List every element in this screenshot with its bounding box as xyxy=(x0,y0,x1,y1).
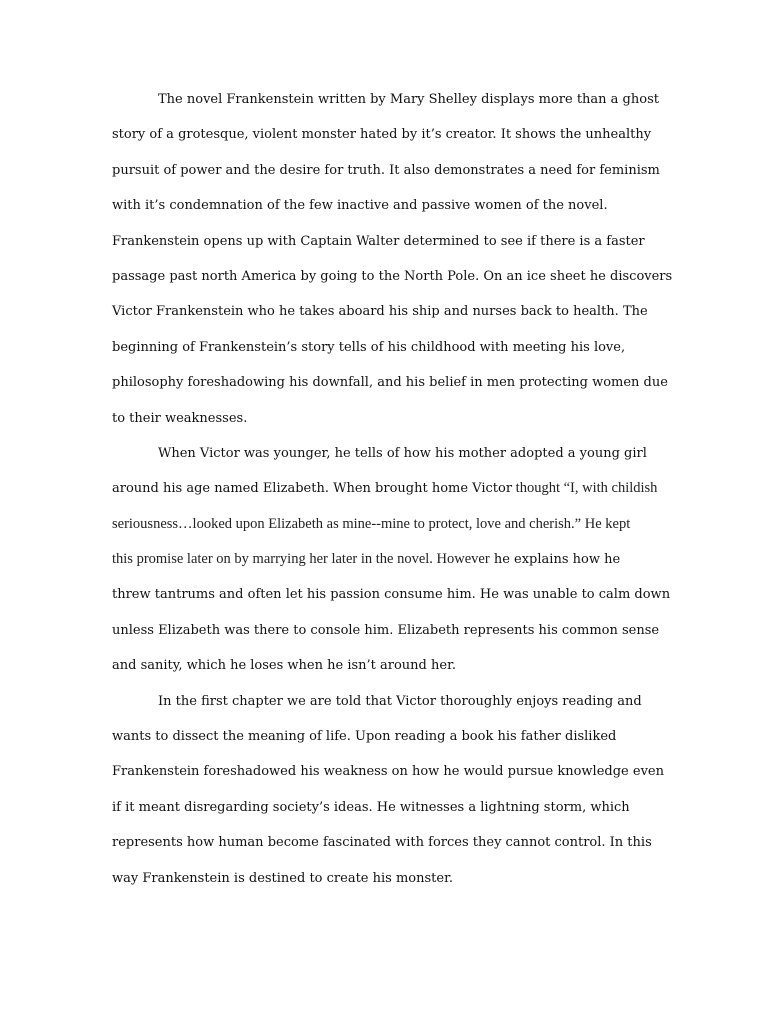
paragraph-2 xyxy=(112,436,671,684)
paragraph-line: if it meant disregarding society’s ideas. He witnesses a lightning storm, which xyxy=(112,799,630,815)
paragraph-line: to their weaknesses. xyxy=(112,410,248,426)
quoted-segment: thought “I, with childish xyxy=(512,480,658,497)
paragraph-line: In the first chapter we are told that Victor thoroughly enjoys reading and xyxy=(158,693,642,709)
paragraph-line: threw tantrums and often let his passion consume him. He was unable to calm down xyxy=(112,587,671,603)
paragraph-line: and sanity, which he loses when he isn’t around her. xyxy=(112,658,456,674)
paragraph-line xyxy=(112,471,660,506)
paragraph-line: beginning of Frankenstein’s story tells of his childhood with meeting his love, xyxy=(112,339,626,355)
paragraph-line: unless Elizabeth was there to console him. Elizabeth represents his common sense xyxy=(112,622,660,638)
line-segment: he explains how he xyxy=(489,552,621,568)
paragraph-line: way Frankenstein is destined to create his monster. xyxy=(112,870,453,886)
paragraph-line: Victor Frankenstein who he takes aboard his ship and nurses back to health. The xyxy=(112,304,648,320)
paragraph-line: represents how human become fascinated with forces they cannot control. In this xyxy=(112,835,652,851)
paragraph-line: When Victor was younger, he tells of how his mother adopted a young girl xyxy=(158,445,647,461)
line-segment: around his age named Elizabeth. When brought home Victor xyxy=(112,481,513,497)
paragraph-line: Frankenstein foreshadowed his weakness on how he would pursue knowledge even xyxy=(112,764,664,780)
paragraph-line: passage past north America by going to the North Pole. On an ice sheet he discovers xyxy=(112,268,673,284)
paragraph-line: The novel Frankenstein written by Mary Shelley displays more than a ghost xyxy=(158,92,659,107)
paragraph-line: Frankenstein opens up with Captain Walter determined to see if there is a faster xyxy=(112,233,645,249)
paragraph-line xyxy=(112,542,660,577)
paragraph-1 xyxy=(112,82,673,436)
paragraph-line: philosophy foreshadowing his downfall, and his belief in men protecting women due xyxy=(112,375,668,391)
paragraph-3 xyxy=(112,684,664,896)
paragraph-line: with it’s condemnation of the few inactive and passive women of the novel. xyxy=(112,198,608,214)
essay-body xyxy=(112,82,673,896)
paragraph-line: pursuit of power and the desire for truth. It also demonstrates a need for feminism xyxy=(112,162,660,178)
paragraph-line: story of a grotesque, violent monster hated by it’s creator. It shows the unhealthy xyxy=(112,127,652,143)
quoted-line: seriousness…looked upon Elizabeth as mine--mine to protect, love and cherish.” He kept xyxy=(112,515,631,532)
line-segment: this promise later on by marrying her later in the novel. However xyxy=(112,551,490,568)
paragraph-line: wants to dissect the meaning of life. Upon reading a book his father disliked xyxy=(112,729,617,745)
